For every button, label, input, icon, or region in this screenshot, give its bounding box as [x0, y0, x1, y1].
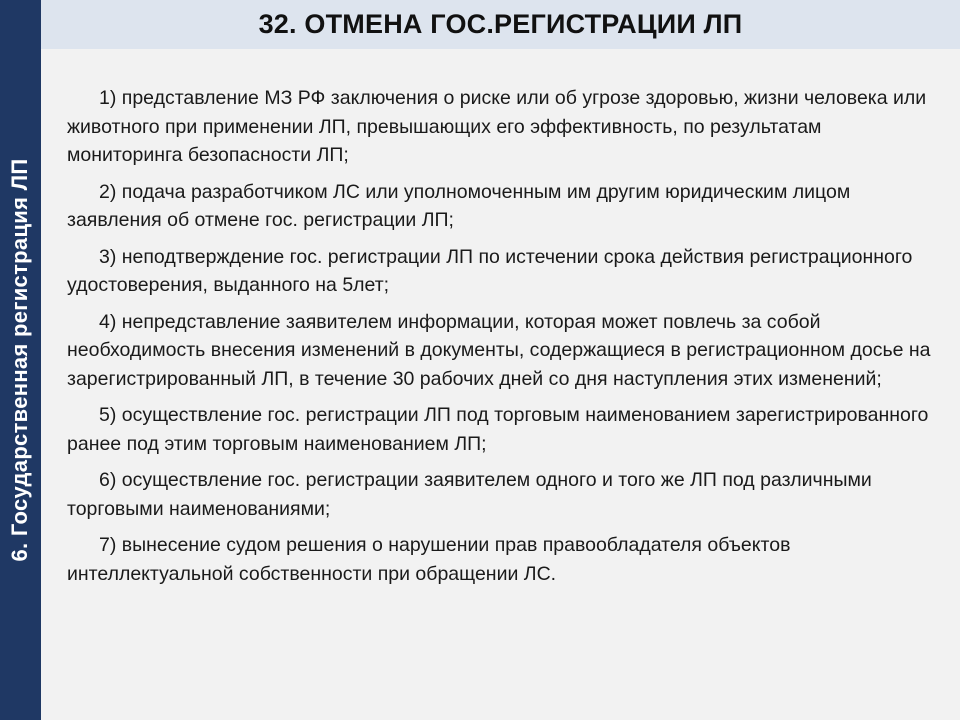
list-item: 7) вынесение судом решения о нарушении прав правообладателя объектов интеллектуальной собственности при обращении ЛС.: [67, 534, 791, 585]
content-list: [67, 84, 939, 596]
title-bar: [41, 0, 960, 49]
list-item: 1) представление МЗ РФ заключения о риске или об угрозе здоровью, жизни человека или животного при применении ЛП, превышающих его эффективность, по результатам мониторинга безопасности ЛП;: [67, 87, 927, 166]
list-item: 3) неподтверждение гос. регистрации ЛП по истечении срока действия регистрационного удостоверения, выданного на 5лет;: [67, 245, 913, 296]
slide-title: 32. ОТМЕНА ГОС.РЕГИСТРАЦИИ ЛП: [258, 9, 743, 39]
list-item: 4) непредставление заявителем информации, которая может повлечь за собой необходимость внесения изменений в документы, содержащиеся в регистрационном досье на зарегистрированный ЛП, в течение 30 рабочих дней со дня наступления этих изменений;: [67, 310, 931, 390]
list-item: 6) осуществление гос. регистрации заявителем одного и того же ЛП под различными торговыми наименованиями;: [67, 469, 872, 520]
section-sidebar: [0, 0, 41, 720]
section-label: 6. Государственная регистрация ЛП: [7, 158, 32, 562]
list-item: 2) подача разработчиком ЛС или уполномоченным им другим юридическим лицом заявления об отмене гос. регистрации ЛП;: [67, 180, 851, 231]
list-item: 5) осуществление гос. регистрации ЛП под торговым наименованием зарегистрированного ранее под этим торговым наименованием ЛП;: [67, 404, 929, 455]
